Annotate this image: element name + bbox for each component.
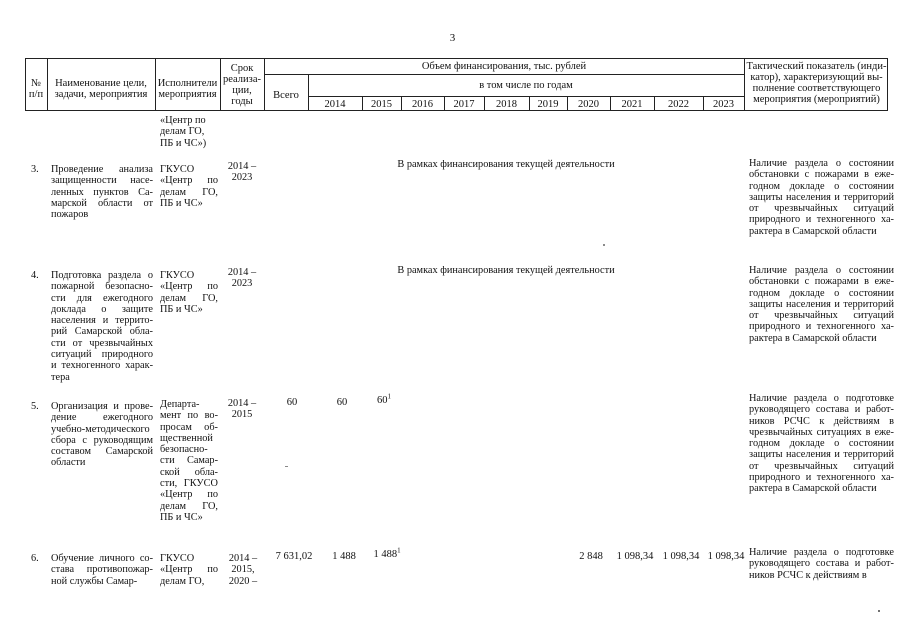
row-total: 60: [286, 397, 298, 408]
row-number: 6.: [31, 553, 39, 564]
row-term: 2014 – 2015, 2020 –: [228, 553, 258, 587]
row-number: 4.: [31, 270, 39, 281]
row-financing-note: В рамках финансирования текущей деятельности: [397, 265, 615, 276]
row-indicator: Наличие раздела о подготовке руководящего состава и работ-ников РСЧС к действиям в: [749, 547, 894, 581]
header-year: 2014: [324, 99, 346, 110]
header-year: 2021: [621, 99, 643, 110]
row-executor: ГКУСО «Центр по делам ГО, ПБ и ЧС»: [160, 164, 218, 209]
row-value-2022: 1 098,34: [662, 551, 700, 562]
row-value-2023: 1 098,34: [707, 551, 745, 562]
row-total: 7 631,02: [275, 551, 313, 562]
row-name: Организация и прове-дение ежегодного учебно-методического сбора с руководящим составом Самарской области: [51, 401, 153, 469]
row-name: Обучение личного со-става противопожар-ной службы Самар-: [51, 553, 153, 587]
row-executor: Департа-мент по во-просам об-щественной безопасно-сти Самар-ской обла-сти, ГКУСО «Центр по делам ГО, ПБ и ЧС»: [160, 399, 218, 523]
header-year: 2019: [537, 99, 559, 110]
row-term: 2014 – 2023: [227, 267, 257, 290]
header-indicator: Тактический показатель (инди- катор), характеризующий вы- полнение соответствующего мероприятия (мероприятий): [746, 61, 887, 105]
footnote-mark: 1: [397, 546, 401, 555]
carry-over-executor: «Центр по делам ГО, ПБ и ЧС»): [160, 115, 207, 149]
header-funding: Объем финансирования, тыс. рублей: [421, 61, 587, 72]
header-year: 2022: [668, 99, 689, 110]
row-value-2015: [372, 392, 396, 407]
row-name: Проведение анализа защищенности насе-ленных пунктов Са-марской области от пожаров: [51, 164, 153, 221]
row-term: 2014 – 2023: [227, 161, 257, 184]
scan-speck: [603, 244, 605, 246]
row-value-2021: 1 098,34: [616, 551, 654, 562]
header-year: 2015: [371, 99, 392, 110]
header-year: 2016: [412, 99, 433, 110]
row-financing-note: В рамках финансирования текущей деятельности: [397, 159, 615, 170]
row-term: 2014 – 2015: [227, 398, 257, 421]
header-term: Срок реализа- ции, годы: [223, 63, 261, 107]
row-name: Подготовка раздела о пожарной безопасно-сти для ежегодного доклада о защите населения и террито-рий Самарской обла-сти от чрезвычайных ситуаций природного и техногенного харак-тера: [51, 270, 153, 383]
page-number: 3: [449, 32, 456, 44]
footnote-mark: 1: [387, 392, 391, 401]
header-total: Всего: [273, 90, 299, 101]
scan-speck: [285, 466, 288, 467]
row-indicator: Наличие раздела о состоянии обстановки с пожарами в еже-годном докладе о состоянии защиты населения и территорий от чрезвычайных ситуаций природного и техногенного ха-рактера в Самарской области: [749, 265, 894, 344]
row-value-2014: 60: [336, 397, 348, 408]
row-indicator: Наличие раздела о состоянии обстановки с пожарами в еже-годном докладе о состоянии защиты населения и территорий от чрезвычайных ситуаций природного и техногенного ха-рактера в Самарской области: [749, 158, 894, 237]
row-value-2015-text: 60: [377, 395, 388, 406]
row-number: 5.: [31, 401, 39, 412]
row-value-2014: 1 488: [332, 551, 356, 562]
row-indicator: Наличие раздела о подготовке руководящего состава и работ-ников РСЧС к действиям в чрезвычайных ситуациях в еже-годном докладе о состоянии защиты населения и территорий от чрезвычайных ситуаций природного и техногенного ха-рактера в Самарской области: [749, 393, 894, 495]
row-value-2015: [370, 546, 404, 561]
header-year: 2023: [713, 99, 734, 110]
header-year: 2018: [496, 99, 517, 110]
row-executor: ГКУСО «Центр по делам ГО, ПБ и ЧС»: [160, 270, 218, 315]
header-executors: Исполнители мероприятия: [157, 78, 218, 100]
header-by-years: в том числе по годам: [479, 80, 573, 91]
row-executor: ГКУСО «Центр по делам ГО,: [160, 553, 218, 587]
header-year: 2020: [578, 99, 599, 110]
row-value-2020: 2 848: [579, 551, 603, 562]
header-num: № п/п: [28, 78, 44, 100]
header-year: 2017: [453, 99, 475, 110]
row-value-2015-text: 1 488: [373, 549, 398, 560]
header-name: Наименование цели, задачи, мероприятия: [54, 78, 148, 100]
scan-speck: [878, 610, 880, 612]
row-number: 3.: [31, 164, 39, 175]
